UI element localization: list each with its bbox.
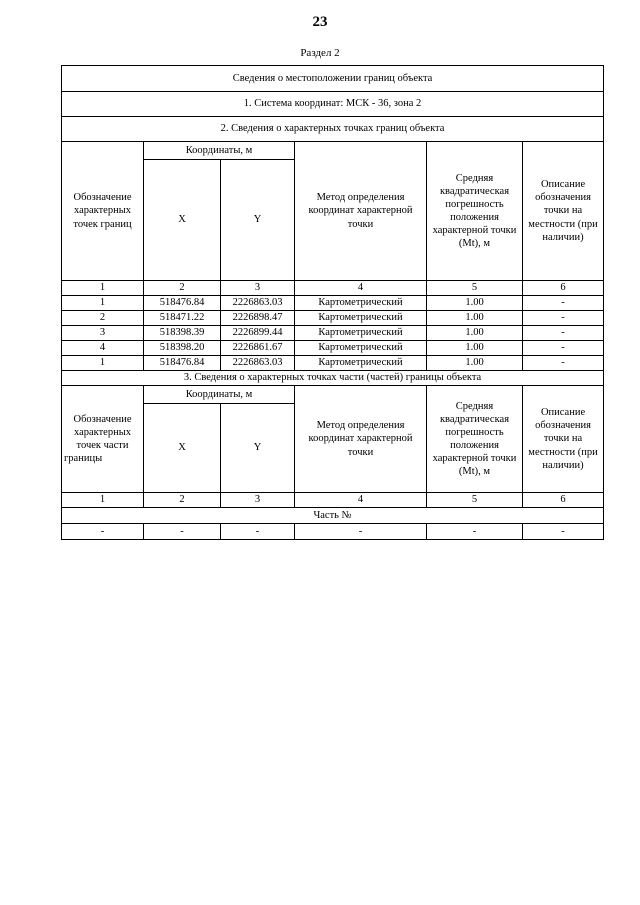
header-error: Средняя квадратическая погрешность положения характерной точки (Mt), м: [427, 386, 523, 493]
point-id: 1: [62, 356, 144, 371]
point-desc: -: [523, 296, 604, 311]
column-number: 3: [221, 281, 295, 296]
point-method: Картометрический: [295, 311, 427, 326]
column-number: 6: [523, 281, 604, 296]
header-y: Y: [221, 404, 295, 493]
column-number: 2: [144, 493, 221, 508]
part-cell: -: [221, 524, 295, 540]
point-y: 2226861.67: [221, 341, 295, 356]
column-numbers-row: [62, 281, 604, 296]
header-coordinates: Координаты, м: [144, 142, 295, 160]
header-point-designation-part: Обозначение характерных точек части границы: [62, 386, 144, 493]
point-desc: -: [523, 341, 604, 356]
page-number: 23: [312, 14, 328, 30]
point-x: 518476.84: [144, 356, 221, 371]
point-x: 518471.22: [144, 311, 221, 326]
point-method: Картометрический: [295, 296, 427, 311]
table-title: Сведения о местоположении границ объекта: [62, 66, 604, 92]
column-number: 4: [295, 493, 427, 508]
point-x: 518476.84: [144, 296, 221, 311]
column-numbers-row: [62, 493, 604, 508]
point-id: 2: [62, 311, 144, 326]
header-x: X: [144, 404, 221, 493]
header-point-designation: Обозначение характерных точек границ: [62, 142, 144, 281]
point-id: 4: [62, 341, 144, 356]
header-y: Y: [221, 160, 295, 281]
point-desc: -: [523, 311, 604, 326]
part-cell: -: [295, 524, 427, 540]
table-row: [62, 524, 604, 540]
point-method: Картометрический: [295, 356, 427, 371]
point-error: 1.00: [427, 296, 523, 311]
header-error: Средняя квадратическая погрешность положения характерной точки (Mt), м: [427, 142, 523, 281]
column-number: 3: [221, 493, 295, 508]
part-cell: -: [62, 524, 144, 540]
point-error: 1.00: [427, 356, 523, 371]
column-number: 1: [62, 493, 144, 508]
point-desc: -: [523, 326, 604, 341]
point-y: 2226899.44: [221, 326, 295, 341]
section2-title: 2. Сведения о характерных точках границ объекта: [62, 117, 604, 142]
point-y: 2226863.03: [221, 356, 295, 371]
column-number: 1: [62, 281, 144, 296]
coord-system: 1. Система координат: МСК - 36, зона 2: [62, 92, 604, 117]
point-method: Картометрический: [295, 326, 427, 341]
header-description: Описание обозначения точки на местности (при наличии): [523, 142, 604, 281]
point-y: 2226898.47: [221, 311, 295, 326]
section3-title: 3. Сведения о характерных точках части (частей) границы объекта: [62, 371, 604, 386]
point-x: 518398.39: [144, 326, 221, 341]
header-method: Метод определения координат характерной точки: [295, 142, 427, 281]
header-coordinates: Координаты, м: [144, 386, 295, 404]
table-row: [62, 296, 604, 311]
point-error: 1.00: [427, 311, 523, 326]
table-row: [62, 311, 604, 326]
point-method: Картометрический: [295, 341, 427, 356]
header-x: X: [144, 160, 221, 281]
part-label: Часть №: [62, 508, 604, 524]
table-row: [62, 356, 604, 371]
table-row: [62, 341, 604, 356]
boundary-table: [61, 65, 604, 540]
column-number: 5: [427, 493, 523, 508]
point-id: 3: [62, 326, 144, 341]
point-error: 1.00: [427, 341, 523, 356]
column-number: 6: [523, 493, 604, 508]
point-y: 2226863.03: [221, 296, 295, 311]
point-error: 1.00: [427, 326, 523, 341]
header-description: Описание обозначения точки на местности (при наличии): [523, 386, 604, 493]
point-x: 518398.20: [144, 341, 221, 356]
header-method: Метод определения координат характерной точки: [295, 386, 427, 493]
column-number: 2: [144, 281, 221, 296]
table-row: [62, 326, 604, 341]
column-number: 4: [295, 281, 427, 296]
part-cell: -: [144, 524, 221, 540]
section-label: Раздел 2: [300, 47, 340, 59]
point-id: 1: [62, 296, 144, 311]
point-desc: -: [523, 356, 604, 371]
column-number: 5: [427, 281, 523, 296]
part-cell: -: [523, 524, 604, 540]
part-cell: -: [427, 524, 523, 540]
